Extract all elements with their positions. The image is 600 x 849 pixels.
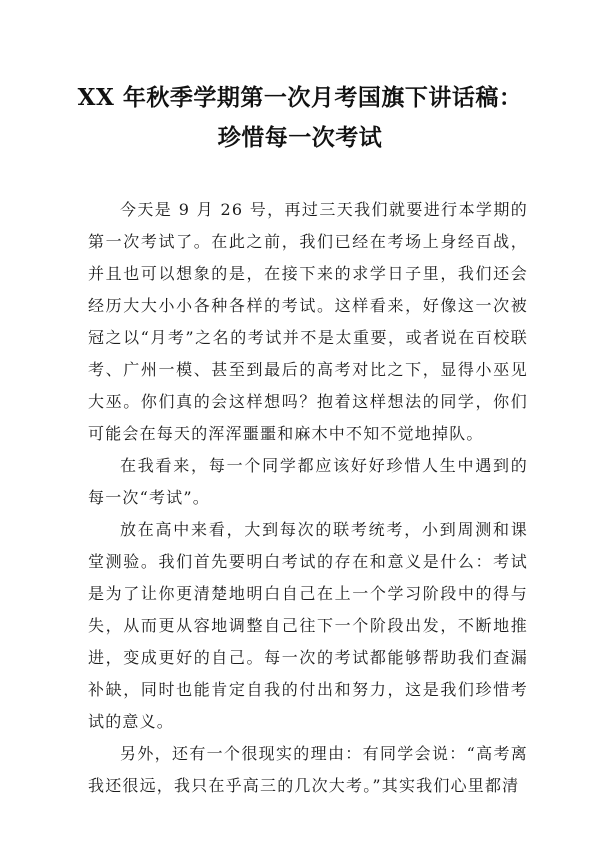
paragraph: 今天是 9 月 26 号，再过三天我们就要进行本学期的第一次考试了。在此之前，我们已经在考场上身经百战，并且也可以想象的是，在接下来的求学日子里，我们还会经历大大小小各种各样的考试。这样看来，好像这一次被冠之以“月考”之名的考试并不是太重要，或者说在百校联考、广州一模、甚至到最后的高考对比之下，显得小巫见大巫。你们真的会这样想吗？抱着这样想法的同学，你们可能会在每天的浑浑噩噩和麻木中不知不觉地掉队。 — [88, 200, 528, 443]
paragraph: 另外，还有一个很现实的理由：有同学会说：“高考离我还很远，我只在乎高三的几次大考。”其实我们心里都清 — [88, 744, 528, 795]
document-title-line-1: XX 年秋季学期第一次月考国旗下讲话稿： — [77, 84, 523, 111]
paragraph: 在我看来，每一个同学都应该好好珍惜人生中遇到的每一次“考试”。 — [88, 456, 528, 507]
paragraph: 放在高中来看，大到每次的联考统考，小到周测和课堂测验。我们首先要明白考试的存在和意义是什么：考试是为了让你更清楚地明白自己在上一个学习阶段中的得与失，从而更从容地调整自己往下一个阶段出发，不断地推进，变成更好的自己。每一次的考试都能够帮助我们查漏补缺，同时也能肯定自我的付出和努力，这是我们珍惜考试的意义。 — [88, 520, 528, 731]
document-body — [88, 194, 528, 802]
document-title-line-2: 珍惜每一次考试 — [217, 124, 383, 151]
